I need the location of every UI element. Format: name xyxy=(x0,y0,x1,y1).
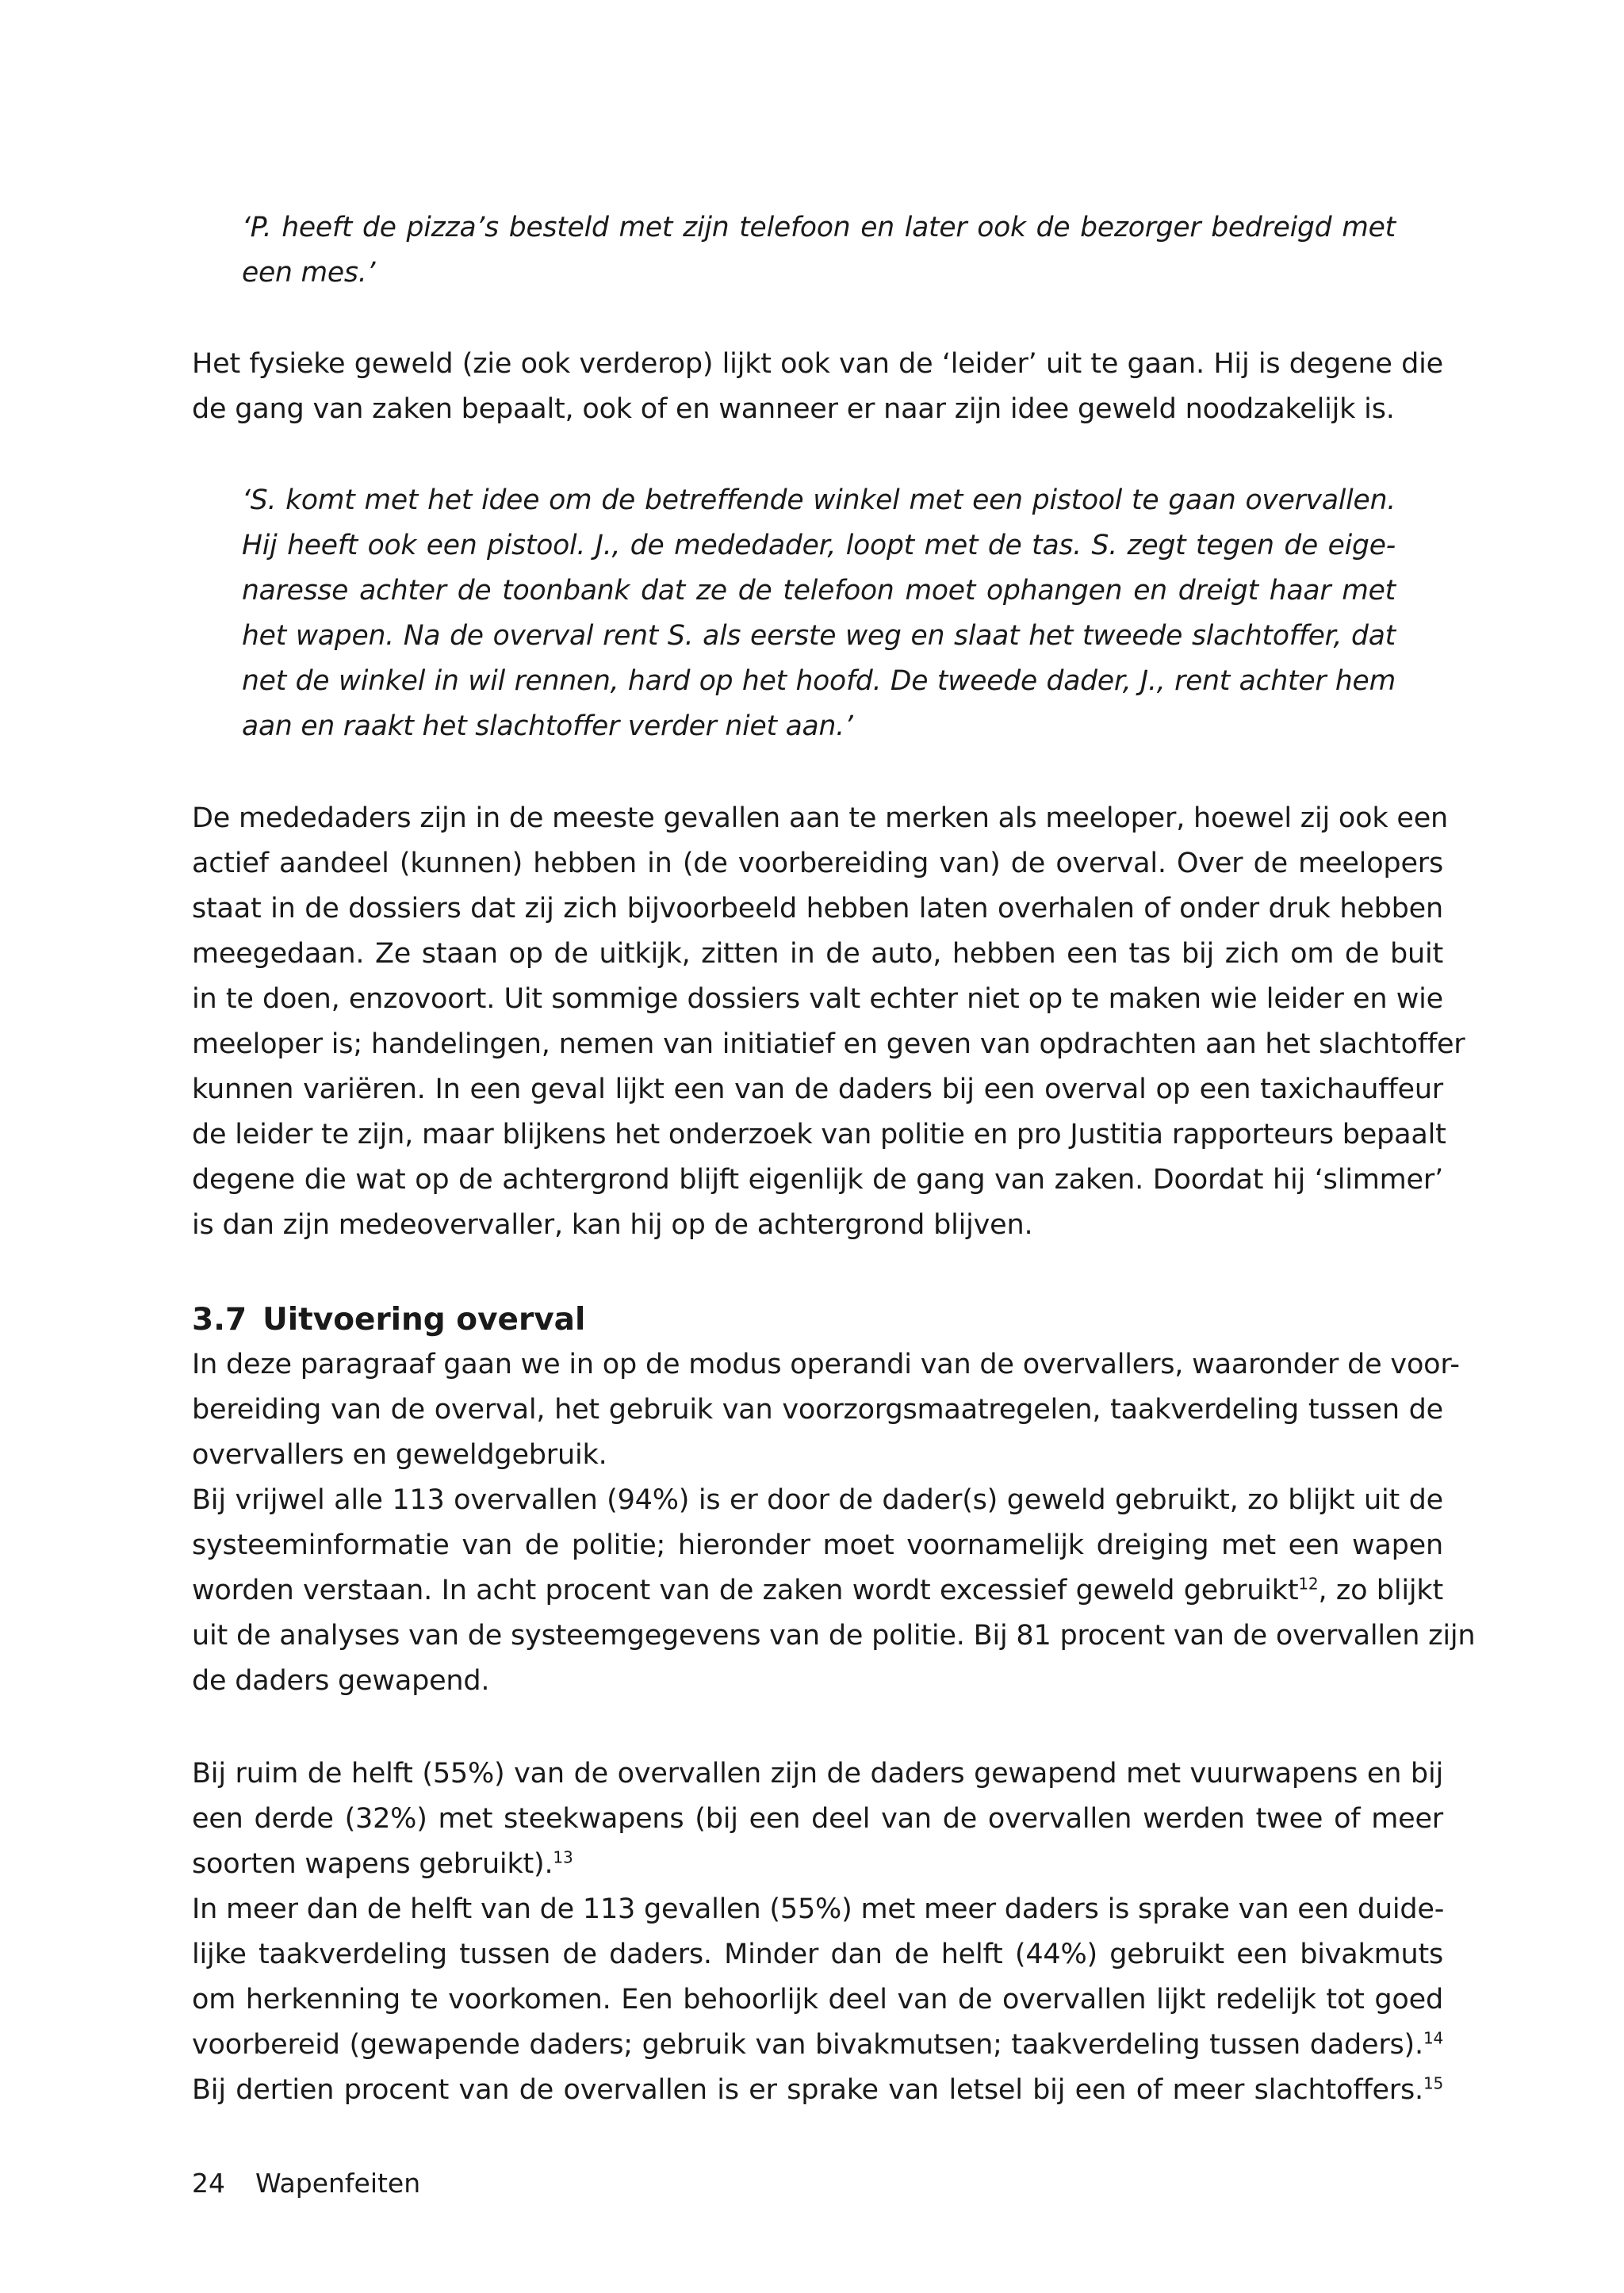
text-line: meeloper is; handelingen, nemen van initiatief en geven van opdrachten aan het slachtoffer xyxy=(192,1028,1465,1060)
footnote-ref-15: 15 xyxy=(1423,2073,1443,2093)
text-line: overvallers en geweldgebruik. xyxy=(192,1439,607,1471)
paragraph-leader-violence xyxy=(192,342,1443,432)
page-footer xyxy=(192,2165,420,2203)
section-title: Uitvoering overval xyxy=(262,1302,586,1338)
paragraph-modus-operandi xyxy=(192,1342,1476,1704)
quote-line: het wapen. Na de overval rent S. als eerste weg en slaat het tweede slachtoffer, dat xyxy=(242,620,1396,652)
text-line xyxy=(192,2068,1443,2113)
text-line: een derde (32%) met steekwapens (bij een deel van de overvallen werden twee of meer xyxy=(192,1803,1443,1835)
section-heading xyxy=(192,1297,1443,1342)
section-number: 3.7 xyxy=(192,1302,247,1338)
text-segment: , zo blijkt xyxy=(1318,1575,1443,1606)
text-line xyxy=(192,1842,1443,1887)
text-line: meegedaan. Ze staan op de uitkijk, zitten in de auto, hebben een tas bij zich om de buit xyxy=(192,938,1443,970)
text-line: De mededaders zijn in de meeste gevallen aan te merken als meeloper, hoewel zij ook een xyxy=(192,802,1449,834)
text-line: systeeminformatie van de politie; hieronder moet voornamelijk dreiging met een wapen xyxy=(192,1529,1443,1561)
text-line: actief aandeel (kunnen) hebben in (de voorbereiding van) de overval. Over de meelopers xyxy=(192,848,1443,879)
quote-line: naresse achter de toonbank dat ze de telefoon moet ophangen en dreigt haar met xyxy=(242,575,1396,607)
text-line: degene die wat op de achtergrond blijft eigenlijk de gang van zaken. Doordat hij ‘slimmer’ xyxy=(192,1164,1443,1196)
text-line: de daders gewapend. xyxy=(192,1665,490,1697)
text-line: de gang van zaken bepaalt, ook of en wanneer er naar zijn idee geweld noodzakelijk is. xyxy=(192,393,1395,425)
text-segment: worden verstaan. In acht procent van de zaken wordt excessief geweld gebruikt xyxy=(192,1575,1299,1606)
quote-line: aan en raakt het slachtoffer verder niet aan.’ xyxy=(242,710,853,742)
text-line: staat in de dossiers dat zij zich bijvoorbeeld hebben laten overhalen of onder druk hebben xyxy=(192,893,1443,924)
text-line: uit de analyses van de systeemgegevens van de politie. Bij 81 procent van de overvallen zijn xyxy=(192,1620,1476,1652)
quote-line: een mes.’ xyxy=(242,257,376,289)
text-line: In deze paragraaf gaan we in op de modus operandi van de overvallers, waaronder de voor- xyxy=(192,1349,1460,1380)
text-line: kunnen variëren. In een geval lijkt een van de daders bij een overval op een taxichauffeur xyxy=(192,1074,1443,1105)
text-line: Bij vrijwel alle 113 overvallen (94%) is er door de dader(s) geweld gebruikt, zo blijkt uit de xyxy=(192,1484,1443,1516)
quote-line: ‘P. heeft de pizza’s besteld met zijn telefoon en later ook de bezorger bedreigd met xyxy=(242,212,1396,243)
text-line xyxy=(192,2023,1443,2068)
quote-pizza xyxy=(242,205,1396,296)
quote-shop-robbery xyxy=(242,478,1396,749)
text-line: In meer dan de helft van de 113 gevallen (55%) met meer daders is sprake van een duide- xyxy=(192,1893,1445,1925)
paragraph-weapons xyxy=(192,1751,1443,2113)
text-line: in te doen, enzovoort. Uit sommige dossiers valt echter niet op te maken wie leider en wie xyxy=(192,983,1443,1015)
text-segment: voorbereid (gewapende daders; gebruik van bivakmutsen; taakverdeling tussen daders). xyxy=(192,2029,1423,2061)
text-line: Het fysieke geweld (zie ook verderop) lijkt ook van de ‘leider’ uit te gaan. Hij is degene die xyxy=(192,348,1443,380)
quote-line: ‘S. komt met het idee om de betreffende winkel met een pistool te gaan overvallen. xyxy=(242,484,1396,516)
text-segment: Bij dertien procent van de overvallen is er sprake van letsel bij een of meer slachtoffers. xyxy=(192,2074,1423,2106)
quote-line: net de winkel in wil rennen, hard op het hoofd. De tweede dader, J., rent achter hem xyxy=(242,665,1396,697)
text-line: bereiding van de overval, het gebruik van voorzorgsmaatregelen, taakverdeling tussen de xyxy=(192,1394,1443,1426)
footnote-ref-14: 14 xyxy=(1423,2028,1443,2048)
text-line: lijke taakverdeling tussen de daders. Minder dan de helft (44%) gebruikt een bivakmuts xyxy=(192,1939,1443,1970)
page-number: 24 xyxy=(192,2168,225,2199)
text-line: de leider te zijn, maar blijkens het onderzoek van politie en pro Justitia rapporteurs bepaalt xyxy=(192,1119,1446,1150)
text-line: om herkenning te voorkomen. Een behoorlijk deel van de overvallen lijkt redelijk tot goed xyxy=(192,1984,1443,2015)
footnote-ref-12: 12 xyxy=(1298,1574,1319,1594)
text-line: is dan zijn medeovervaller, kan hij op de achtergrond blijven. xyxy=(192,1209,1033,1241)
text-line xyxy=(192,1568,1443,1614)
running-title: Wapenfeiten xyxy=(255,2168,421,2199)
quote-line: Hij heeft ook een pistool. J., de mededader, loopt met de tas. S. zegt tegen de eige- xyxy=(242,530,1396,561)
text-line: Bij ruim de helft (55%) van de overvallen zijn de daders gewapend met vuurwapens en bij xyxy=(192,1758,1443,1790)
footnote-ref-13: 13 xyxy=(553,1847,573,1867)
text-segment: soorten wapens gebruikt). xyxy=(192,1848,553,1880)
paragraph-co-offenders xyxy=(192,796,1465,1248)
